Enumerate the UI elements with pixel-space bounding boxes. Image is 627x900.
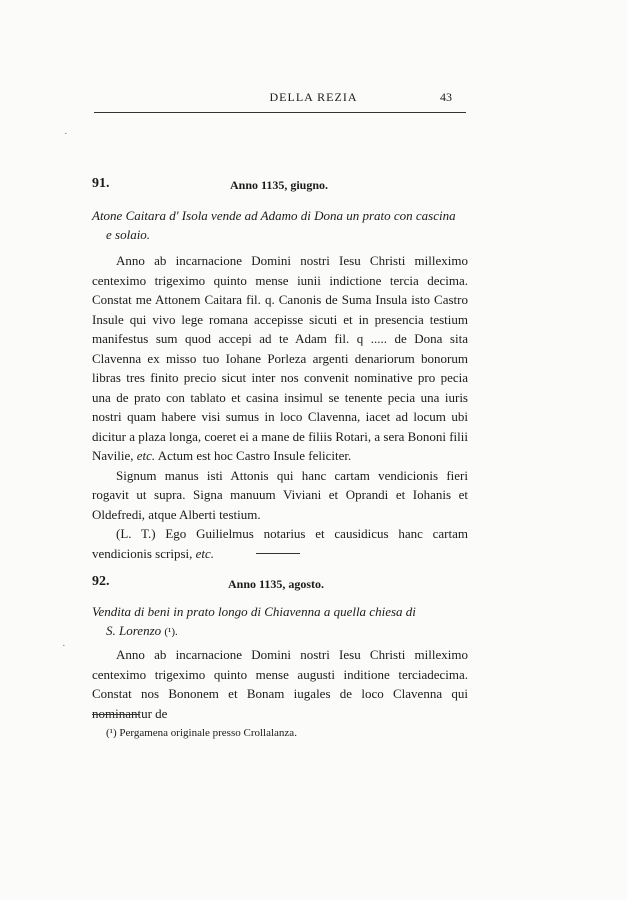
header-rule (94, 112, 466, 113)
etc-91-3: etc. (195, 545, 215, 561)
regest-92 (92, 602, 468, 642)
regest-92-line-2-text: S. Lorenzo (106, 623, 162, 638)
document-date-92: Anno 1135, agosto. (228, 577, 325, 591)
running-title: DELLA REZIA (269, 90, 358, 104)
paragraph-91-3 (92, 524, 468, 563)
regest-92-line-1: Vendita di beni in prato longo di Chiavenna a quella chiesa di (92, 604, 416, 619)
document-text-92 (92, 645, 468, 723)
scan-speck: · (62, 640, 66, 652)
regest-91 (92, 206, 468, 244)
document-date-91: Anno 1135, giugno. (230, 178, 329, 192)
paragraph-91-3-text: (L. T.) Ego Guilielmus notarius et causidicus hanc cartam vendicionis scripsi, (92, 526, 468, 561)
document-number-91: 91. (92, 176, 110, 191)
paragraph-91-1-end: Actum est hoc Castro Insule feliciter. (157, 448, 352, 463)
etc-91-1: etc. (136, 448, 156, 463)
scan-speck: · (64, 128, 68, 140)
regest-91-line-1: Atone Caitara d' Isola vende ad Adamo di Dona un prato con cascina (92, 208, 456, 223)
section-divider (256, 553, 300, 554)
paragraph-91-1-text: Anno ab incarnacione Domini nostri Iesu Christi milleximo centeximo trigeximo quinto mense iunii indictione tercia decima. Constat me Attonem Caitara fil. q. Canonis de Suma Insula isto Castro Insule qui vivo lege romana accepisse sicuti et in presencia testium manifestus sum quod accepi ad te Adam fil. q ..... de Dona sita Clavenna ex misso tuo Iohane Porleza argenti denariorum bonorum libras tres finito precio sicut inter nos convenit nominative pro pecia una de prato con tablato et casina insimul se tenente pecia una iuris nostri quam habere visi sumus in loco Clavenna, iacet ad locum ubi dicitur a plaza longa, coeret ei a mane de filiis Rotari, a sera Bononi filii Navilie, (92, 253, 468, 463)
paragraph-91-2: Signum manus isti Attonis qui hanc cartam vendicionis fieri rogavit ut supra. Signa manuum Viviani et Oprandi et Iohanis et Oldefredi, atque Alberti testium. (92, 467, 468, 522)
footnote-reference: (¹). (164, 626, 178, 638)
footnote-rule (92, 714, 140, 715)
document-number-92: 92. (92, 574, 110, 589)
paragraph-92-1: Anno ab incarnacione Domini nostri Iesu Christi milleximo centeximo trigeximo quinto mense augusti inditione terciadecima. Constat nos Bononem et Bonam iugales de loco Clavenna qui nominantur de (92, 647, 468, 721)
paragraph-91-1 (92, 251, 468, 466)
document-text-91 (92, 251, 468, 563)
regest-91-line-2: e solaio. (106, 227, 151, 242)
regest-92-line-2 (92, 621, 468, 642)
page-number: 43 (440, 90, 452, 104)
footnote: (¹) Pergamena originale presso Crollalanza. (106, 727, 297, 739)
